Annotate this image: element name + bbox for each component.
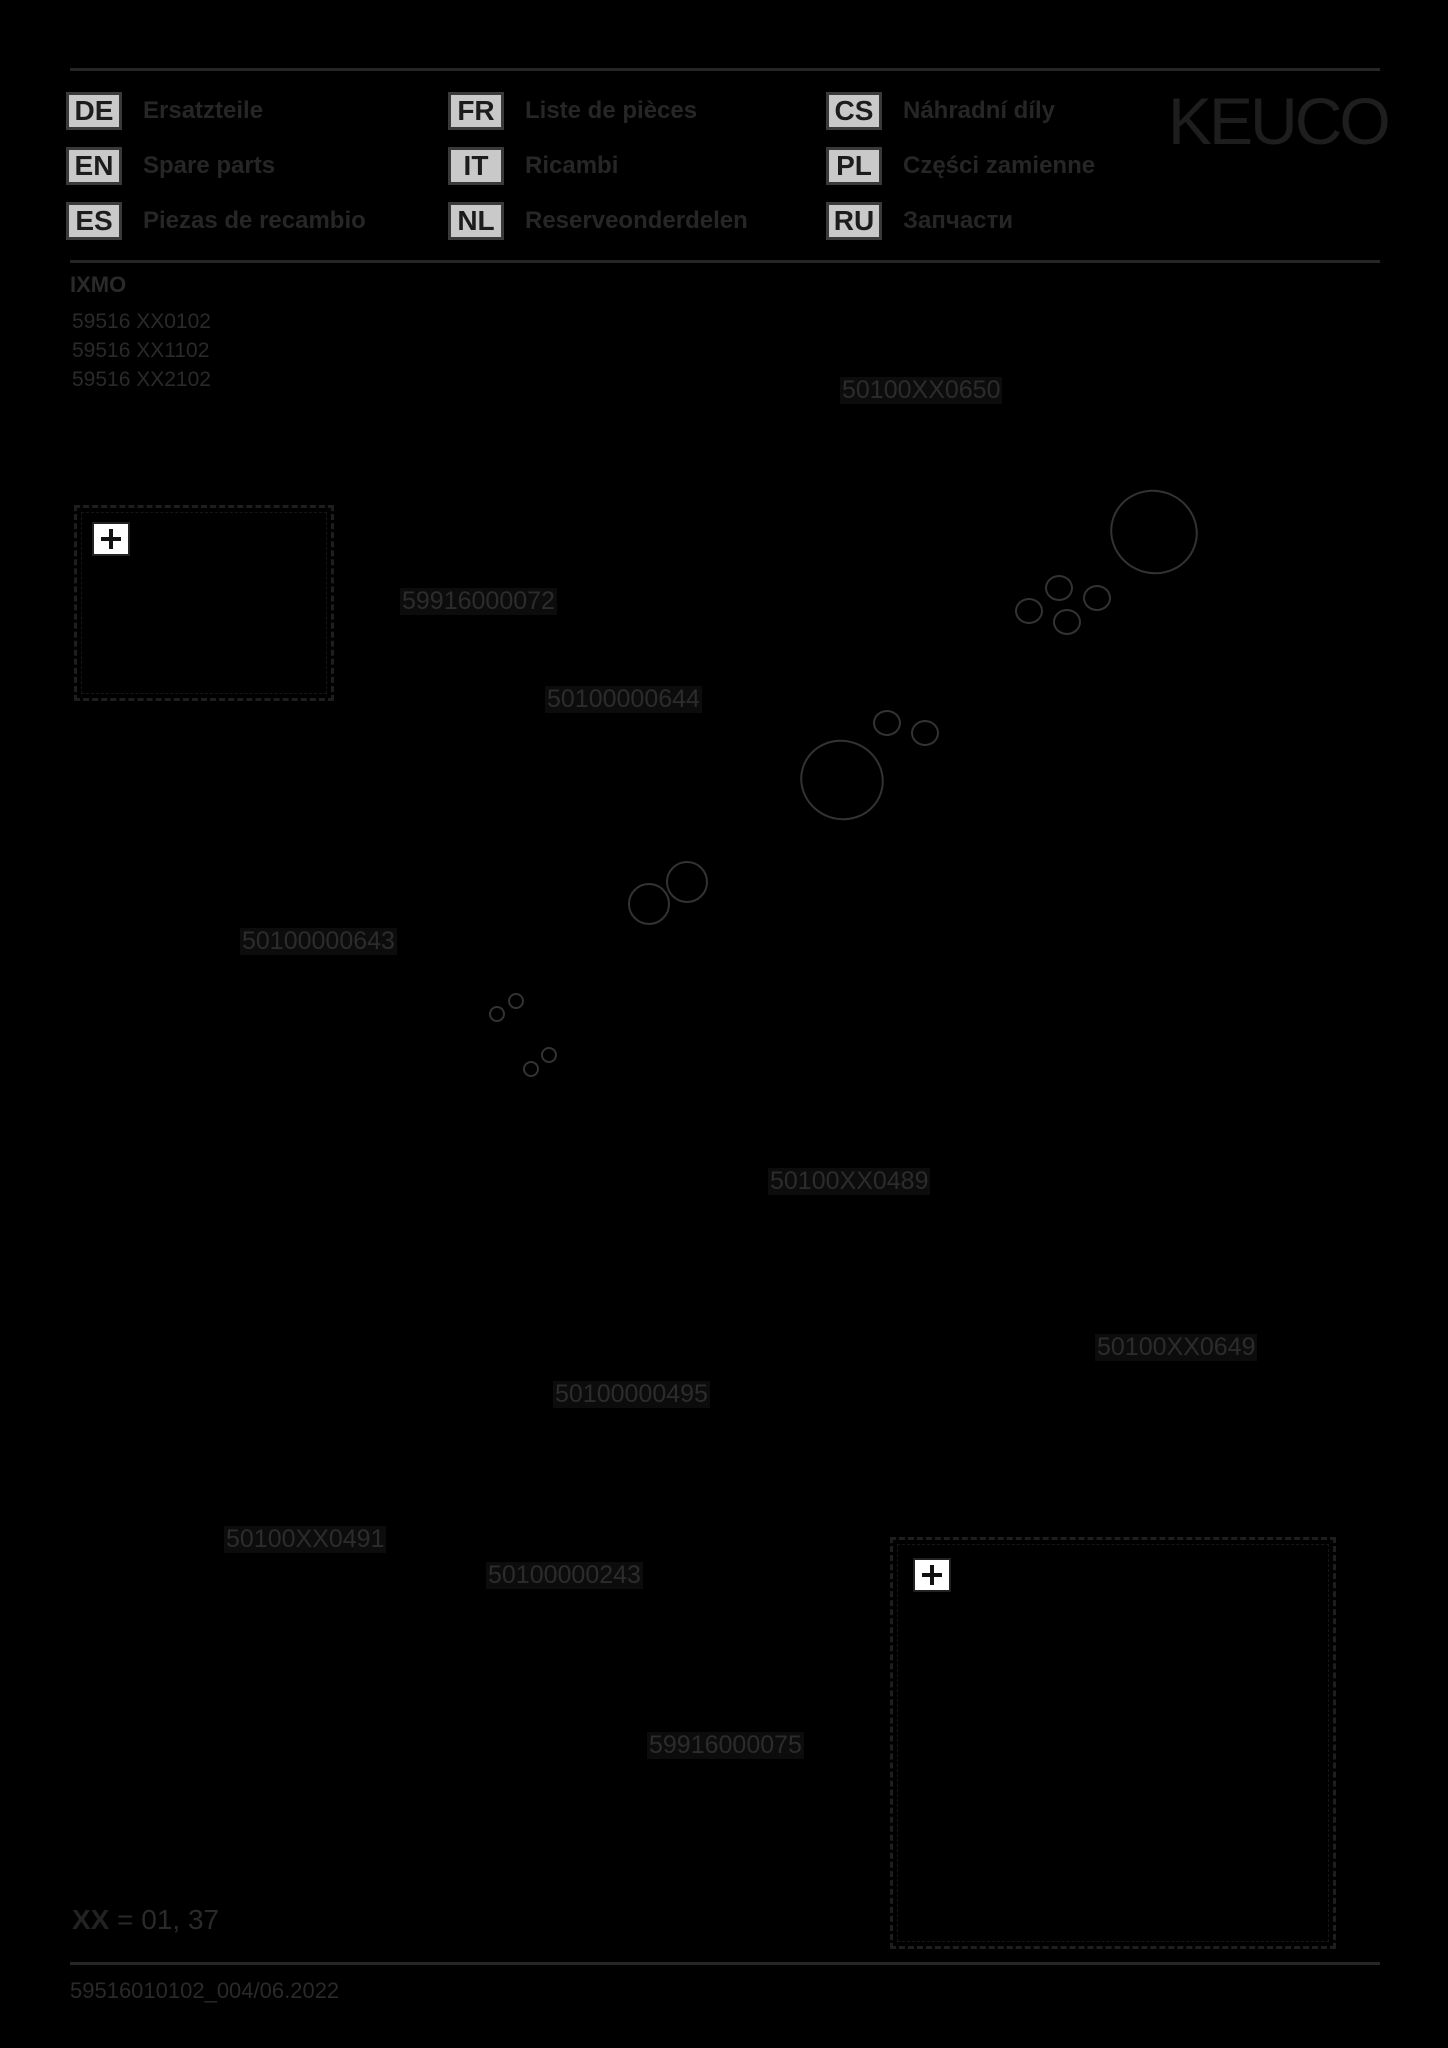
o-ring-tiny	[541, 1047, 557, 1063]
part-number-label[interactable]: 50100000243	[488, 1561, 641, 1589]
o-ring-small	[873, 710, 901, 736]
lang-badge-fr: FR	[448, 92, 504, 130]
lang-badge-en: EN	[66, 147, 122, 185]
part-number-label[interactable]: 50100000495	[555, 1380, 708, 1408]
header-rule	[70, 260, 1380, 263]
lang-badge-de: DE	[66, 92, 122, 130]
footer-rule	[70, 1962, 1380, 1965]
o-ring-small	[1045, 575, 1073, 601]
lang-label-it: Ricambi	[525, 152, 619, 179]
o-ring-tiny	[508, 993, 524, 1009]
lang-label-pl: Części zamienne	[903, 152, 1096, 179]
part-number-label[interactable]: 59916000075	[649, 1731, 802, 1759]
lang-badge-ru: RU	[826, 202, 882, 240]
product-name: IXMO	[70, 272, 127, 297]
lang-label-de: Ersatzteile	[143, 97, 264, 124]
lang-row-nl	[448, 202, 748, 240]
o-ring-small	[628, 883, 670, 925]
lang-label-cs: Náhradní díly	[903, 97, 1056, 124]
lang-row-it	[448, 147, 618, 185]
o-ring-small	[911, 720, 939, 746]
lang-label-ru: Запчасти	[903, 207, 1014, 234]
lang-badge-nl: NL	[448, 202, 504, 240]
top-rule	[70, 68, 1380, 71]
lang-row-en	[66, 147, 275, 185]
lang-label-fr: Liste de pièces	[525, 97, 698, 124]
lang-label-nl: Reserveonderdelen	[525, 207, 748, 234]
brand-logo: KEUCO	[1168, 84, 1388, 158]
part-number-label[interactable]: 59916000072	[402, 587, 555, 615]
legend-equals: =	[117, 1904, 134, 1935]
o-ring-tiny	[523, 1061, 539, 1077]
lang-badge-pl: PL	[826, 147, 882, 185]
part-number-label[interactable]: 50100XX0650	[842, 376, 1001, 404]
lang-badge-cs: CS	[826, 92, 882, 130]
part-number-label[interactable]: 50100XX0649	[1097, 1333, 1256, 1361]
lang-badge-es: ES	[66, 202, 122, 240]
o-ring-large	[1098, 477, 1209, 586]
o-ring-small	[1053, 609, 1081, 635]
plus-icon	[99, 527, 123, 551]
o-ring-tiny	[489, 1006, 505, 1022]
legend-key: XX	[72, 1904, 110, 1935]
o-ring-small	[666, 861, 708, 903]
lang-row-pl	[826, 147, 1095, 185]
lang-label-en: Spare parts	[143, 152, 276, 179]
detail-view-box	[890, 1537, 1336, 1949]
lang-badge-it: IT	[448, 147, 504, 185]
legend-values: 01, 37	[141, 1904, 220, 1935]
part-number-label[interactable]: 50100XX0491	[226, 1525, 385, 1553]
lang-row-fr	[448, 92, 697, 130]
lang-row-cs	[826, 92, 1055, 130]
lang-label-es: Piezas de recambio	[143, 207, 366, 234]
lang-row-de	[66, 92, 263, 130]
o-ring-medium	[789, 728, 895, 832]
article-number: 59516 XX2102	[72, 368, 211, 391]
o-ring-small	[1015, 598, 1043, 624]
lang-row-es	[66, 202, 366, 240]
article-number: 59516 XX0102	[72, 310, 211, 333]
article-number: 59516 XX1102	[72, 339, 210, 362]
plus-icon	[920, 1563, 944, 1587]
lang-row-ru	[826, 202, 1013, 240]
part-number-label[interactable]: 50100000644	[547, 685, 700, 713]
zoom-detail-button[interactable]	[92, 522, 130, 556]
variant-legend	[72, 1906, 219, 1934]
zoom-detail-button[interactable]	[913, 1558, 951, 1592]
o-ring-small	[1083, 585, 1111, 611]
part-number-label[interactable]: 50100XX0489	[770, 1167, 929, 1195]
document-code: 59516010102_004/06.2022	[70, 1978, 340, 2003]
part-number-label[interactable]: 50100000643	[242, 927, 395, 955]
